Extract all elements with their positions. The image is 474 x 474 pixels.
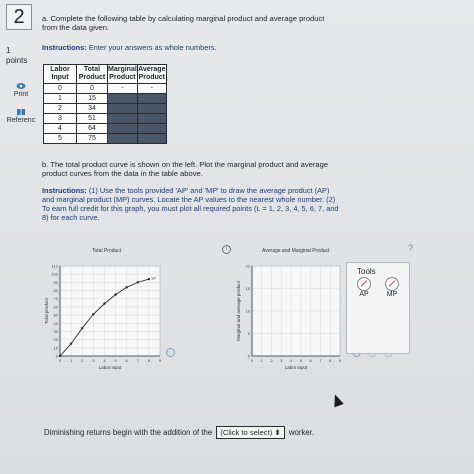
x-tick-label: 0 xyxy=(58,358,62,363)
cell-total: 51 xyxy=(77,114,108,124)
x-tick-label: 5 xyxy=(299,358,303,363)
x-tick-label: 7 xyxy=(319,358,322,363)
references-button[interactable] xyxy=(4,108,38,124)
mp-tool-label: MP xyxy=(386,291,398,298)
data-point xyxy=(125,286,127,288)
y-tick-label: 20 xyxy=(245,263,250,269)
points-value: 1 xyxy=(6,46,11,55)
x-tick-label: 8 xyxy=(329,358,332,363)
instructions-label: Instructions: xyxy=(42,186,87,195)
avg-marginal-title: Average and Marginal Product xyxy=(262,248,330,254)
y-tick-label: 5 xyxy=(247,331,250,336)
mp-input[interactable] xyxy=(108,134,138,144)
table-row xyxy=(44,134,167,144)
y-axis-label: Marginal and average product xyxy=(236,281,241,341)
mp-tool[interactable] xyxy=(379,277,405,298)
part-a-instructions xyxy=(42,43,217,52)
data-point xyxy=(148,278,150,280)
references-label: Referenc xyxy=(6,117,36,124)
part-b-text: b. The total product curve is shown on the left. Plot the marginal product and average product curves from the data in the table above. xyxy=(42,160,329,178)
plot-area xyxy=(60,266,160,356)
ap-input[interactable] xyxy=(137,134,166,144)
cell-ap: - xyxy=(137,84,166,94)
table-row xyxy=(44,84,167,94)
cell-mp: - xyxy=(108,84,138,94)
x-tick-label: 8 xyxy=(147,358,151,363)
table-row xyxy=(44,94,167,104)
header-labor: Labor Input xyxy=(44,65,77,84)
x-axis-label: Labor input xyxy=(98,365,122,370)
ap-tool[interactable] xyxy=(351,277,377,298)
x-tick-label: 5 xyxy=(114,358,117,363)
help-icon[interactable]: ? xyxy=(408,243,414,253)
avg-marginal-graph[interactable] xyxy=(224,258,348,374)
diminishing-prefix: Diminishing returns begin with the addition of the xyxy=(44,428,213,437)
diminishing-suffix: worker. xyxy=(288,428,315,437)
y-tick-label: 40 xyxy=(53,320,58,326)
data-point xyxy=(114,293,116,295)
y-tick-label: 0 xyxy=(55,353,58,359)
x-tick-label: 6 xyxy=(125,358,128,363)
x-tick-label: 4 xyxy=(103,358,106,363)
data-point xyxy=(103,302,105,304)
data-point xyxy=(92,313,94,315)
x-tick-label: 7 xyxy=(136,358,139,363)
cell-labor: 4 xyxy=(44,124,77,134)
x-tick-label: 9 xyxy=(338,358,342,363)
eye-icon xyxy=(16,82,26,90)
chevron-updown-icon: ⬍ xyxy=(274,428,281,437)
y-tick-label: 70 xyxy=(53,296,58,302)
cell-labor: 1 xyxy=(44,94,77,104)
points-label: points xyxy=(6,56,28,65)
cell-labor: 0 xyxy=(44,84,77,94)
instructions-text: (1) Use the tools provided 'AP' and 'MP' to draw the average product (AP) and marginal product (MP) curves. Locate the AP values to the nearest whole number. (2) To earn full credit for this graph, you must plot all required points (L = 1, 2, 3, 4, 5, 6, 7, and 8) for each curve. xyxy=(42,186,339,222)
x-tick-label: 6 xyxy=(309,358,312,363)
part-b-instructions xyxy=(42,186,342,222)
part-a-text: a. Complete the following table by calculating marginal product and average product from the data given. xyxy=(42,14,325,32)
worker-select[interactable] xyxy=(216,426,284,439)
y-tick-label: 110 xyxy=(51,263,58,269)
x-axis-label: Labor input xyxy=(284,365,308,370)
ap-tool-label: AP xyxy=(359,291,369,298)
tools-panel xyxy=(346,262,410,354)
y-tick-label: 10 xyxy=(53,345,58,351)
cell-labor: 3 xyxy=(44,114,77,124)
worker-select-value: (Click to select) xyxy=(220,428,273,437)
y-tick-label: 50 xyxy=(53,312,58,318)
mp-input[interactable] xyxy=(108,124,138,134)
x-tick-label: 1 xyxy=(69,358,73,363)
data-table xyxy=(43,64,167,144)
x-tick-label: 3 xyxy=(280,358,283,363)
book-icon xyxy=(16,108,26,116)
table-row xyxy=(44,114,167,124)
cell-total: 15 xyxy=(77,94,108,104)
line-tool-icon xyxy=(357,277,371,291)
table-row xyxy=(44,124,167,134)
points-info xyxy=(6,46,27,66)
ap-input[interactable] xyxy=(137,124,166,134)
mp-input[interactable] xyxy=(108,114,138,124)
print-button[interactable] xyxy=(4,82,38,98)
mp-input[interactable] xyxy=(108,104,138,114)
x-tick-label: 1 xyxy=(260,358,263,363)
x-tick-label: 0 xyxy=(250,358,254,363)
x-tick-label: 2 xyxy=(81,358,84,363)
header-average: Average Product xyxy=(137,65,166,84)
y-tick-label: 10 xyxy=(245,308,250,314)
cell-total: 34 xyxy=(77,104,108,114)
table-row xyxy=(44,104,167,114)
tools-label: Tools xyxy=(357,267,376,276)
header-marginal: Marginal Product xyxy=(108,65,138,84)
instructions-text: Enter your answers as whole numbers. xyxy=(88,43,217,52)
line-tool-icon xyxy=(385,277,399,291)
y-tick-label: 90 xyxy=(53,279,58,285)
ap-input[interactable] xyxy=(137,114,166,124)
total-product-title: Total Product xyxy=(92,248,122,254)
total-product-graph[interactable] xyxy=(40,258,170,374)
mouse-cursor xyxy=(330,393,344,408)
print-label: Print xyxy=(13,91,29,98)
data-point xyxy=(137,281,139,283)
question-number: 2 xyxy=(6,4,32,30)
y-axis-label: Total product xyxy=(44,298,49,324)
ap-input[interactable] xyxy=(137,94,166,104)
cell-total: 0 xyxy=(77,84,108,94)
data-point xyxy=(59,355,61,357)
cell-labor: 2 xyxy=(44,104,77,114)
ap-input[interactable] xyxy=(137,104,166,114)
x-tick-label: 2 xyxy=(270,358,273,363)
y-tick-label: 100 xyxy=(51,271,58,277)
y-tick-label: 60 xyxy=(53,304,58,310)
y-tick-label: 30 xyxy=(53,328,58,334)
diminishing-returns-row xyxy=(44,426,314,439)
data-point xyxy=(81,327,83,329)
y-tick-label: 20 xyxy=(53,337,58,343)
series-label: TP xyxy=(150,276,157,282)
y-tick-label: 15 xyxy=(245,286,250,291)
mp-input[interactable] xyxy=(108,94,138,104)
cell-labor: 5 xyxy=(44,134,77,144)
y-tick-label: 0 xyxy=(247,353,250,359)
x-tick-label: 3 xyxy=(92,358,95,363)
data-point xyxy=(70,343,72,345)
reset-icon[interactable] xyxy=(166,348,175,357)
y-tick-label: 80 xyxy=(53,288,58,294)
cell-total: 64 xyxy=(77,124,108,134)
instructions-label: Instructions: xyxy=(42,43,87,52)
x-tick-label: 4 xyxy=(289,358,293,363)
x-tick-label: 9 xyxy=(158,358,162,363)
cell-total: 75 xyxy=(77,134,108,144)
header-total: Total Product xyxy=(77,65,108,84)
info-icon[interactable]: i xyxy=(222,245,231,254)
